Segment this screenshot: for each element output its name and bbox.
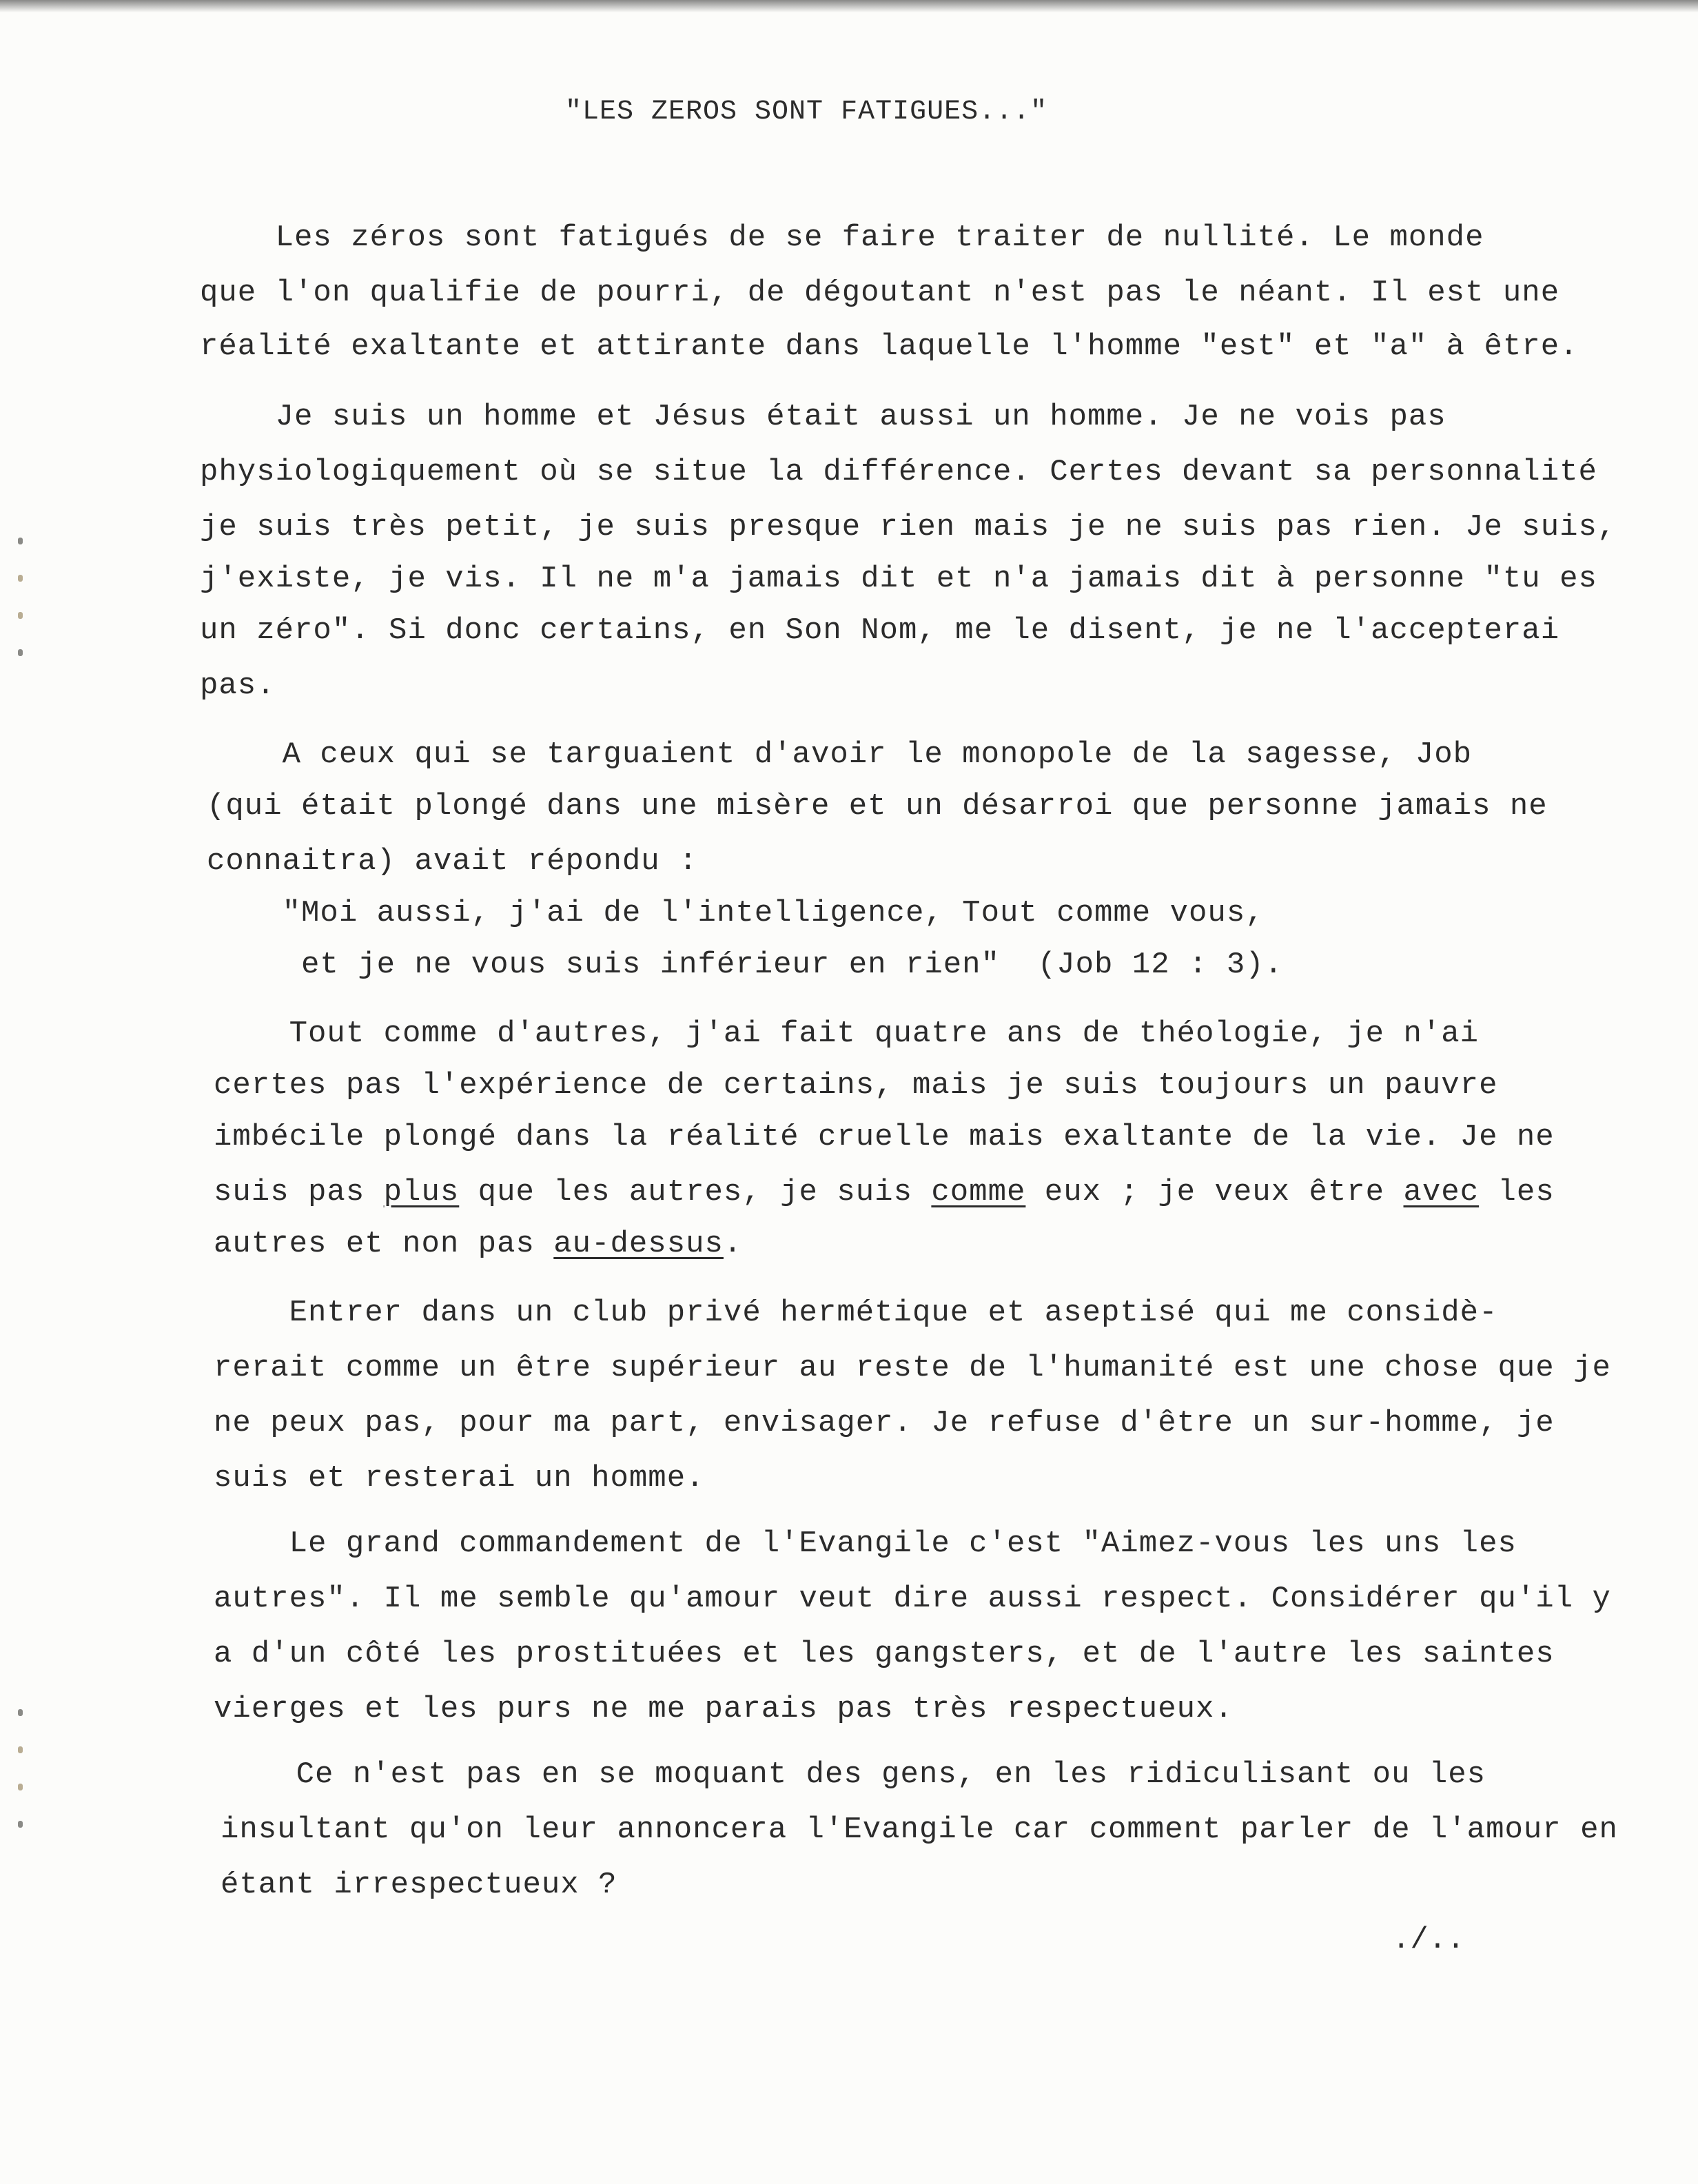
text-line: certes pas l'expérience de certains, mais je suis toujours un pauvre — [214, 1068, 1498, 1103]
text-line: "Moi aussi, j'ai de l'intelligence, Tout comme vous, — [207, 896, 1265, 930]
text-line: connaitra) avait répondu : — [207, 844, 698, 879]
text-line: imbécile plongé dans la réalité cruelle mais exaltante de la vie. Je ne — [214, 1120, 1555, 1154]
text-line: pas. — [200, 669, 276, 703]
underlined-word: comme — [931, 1175, 1026, 1210]
text-line: a d'un côté les prostituées et les gangsters, et de l'autre les saintes — [214, 1637, 1555, 1671]
punch-marks-upper — [18, 538, 25, 686]
text-line: (qui était plongé dans une misère et un désarroi que personne jamais ne — [207, 789, 1548, 824]
text-line: Je suis un homme et Jésus était aussi un homme. Je ne vois pas — [200, 400, 1446, 434]
underlined-word: plus — [383, 1175, 460, 1210]
text-line: physiologiquement où se situe la différence. Certes devant sa personnalité — [200, 455, 1597, 489]
text-line: rerait comme un être supérieur au reste de l'humanité est une chose que je — [214, 1351, 1611, 1385]
text-line: et je ne vous suis inférieur en rien" (Job 12 : 3). — [207, 948, 1284, 982]
text-line: insultant qu'on leur annoncera l'Evangile car comment parler de l'amour en — [221, 1813, 1618, 1847]
scan-edge-shadow — [0, 0, 1698, 12]
text-line: que l'on qualifie de pourri, de dégoutant n'est pas le néant. Il est une — [200, 276, 1560, 310]
text-line: suis pas plus que les autres, je suis comme eux ; je veux être avec les — [214, 1175, 1555, 1210]
text-line: vierges et les purs ne me parais pas très respectueux. — [214, 1692, 1234, 1726]
text-line: j'existe, je vis. Il ne m'a jamais dit et n'a jamais dit à personne "tu es — [200, 562, 1597, 596]
text-line: Ce n'est pas en se moquant des gens, en les ridiculisant ou les — [221, 1757, 1486, 1792]
text-line: autres et non pas au-dessus. — [214, 1227, 743, 1261]
text-line: Entrer dans un club privé hermétique et aseptisé qui me considè- — [214, 1296, 1498, 1330]
underlined-word: avec — [1403, 1175, 1480, 1210]
text-line: Les zéros sont fatigués de se faire traiter de nullité. Le monde — [200, 221, 1484, 255]
punch-marks-lower — [18, 1709, 25, 1858]
text-line: Le grand commandement de l'Evangile c'est "Aimez-vous les uns les — [214, 1527, 1517, 1561]
text-line: autres". Il me semble qu'amour veut dire aussi respect. Considérer qu'il y — [214, 1582, 1611, 1616]
text-line: ne peux pas, pour ma part, envisager. Je refuse d'être un sur-homme, je — [214, 1406, 1555, 1440]
continuation-mark: ./.. — [1392, 1923, 1465, 1957]
text-line: A ceux qui se targuaient d'avoir le monopole de la sagesse, Job — [207, 737, 1473, 772]
text-line: un zéro". Si donc certains, en Son Nom, me le disent, je ne l'accepterai — [200, 613, 1560, 648]
text-line: suis et resterai un homme. — [214, 1461, 705, 1496]
page-title: "LES ZEROS SONT FATIGUES..." — [565, 96, 1048, 127]
text-line: je suis très petit, je suis presque rien mais je ne suis pas rien. Je suis, — [200, 510, 1617, 544]
text-line: réalité exaltante et attirante dans laquelle l'homme "est" et "a" à être. — [200, 329, 1579, 364]
text-line: Tout comme d'autres, j'ai fait quatre ans de théologie, je n'ai — [214, 1017, 1480, 1051]
text-line: étant irrespectueux ? — [221, 1868, 617, 1902]
underlined-word: au-dessus — [553, 1227, 724, 1261]
